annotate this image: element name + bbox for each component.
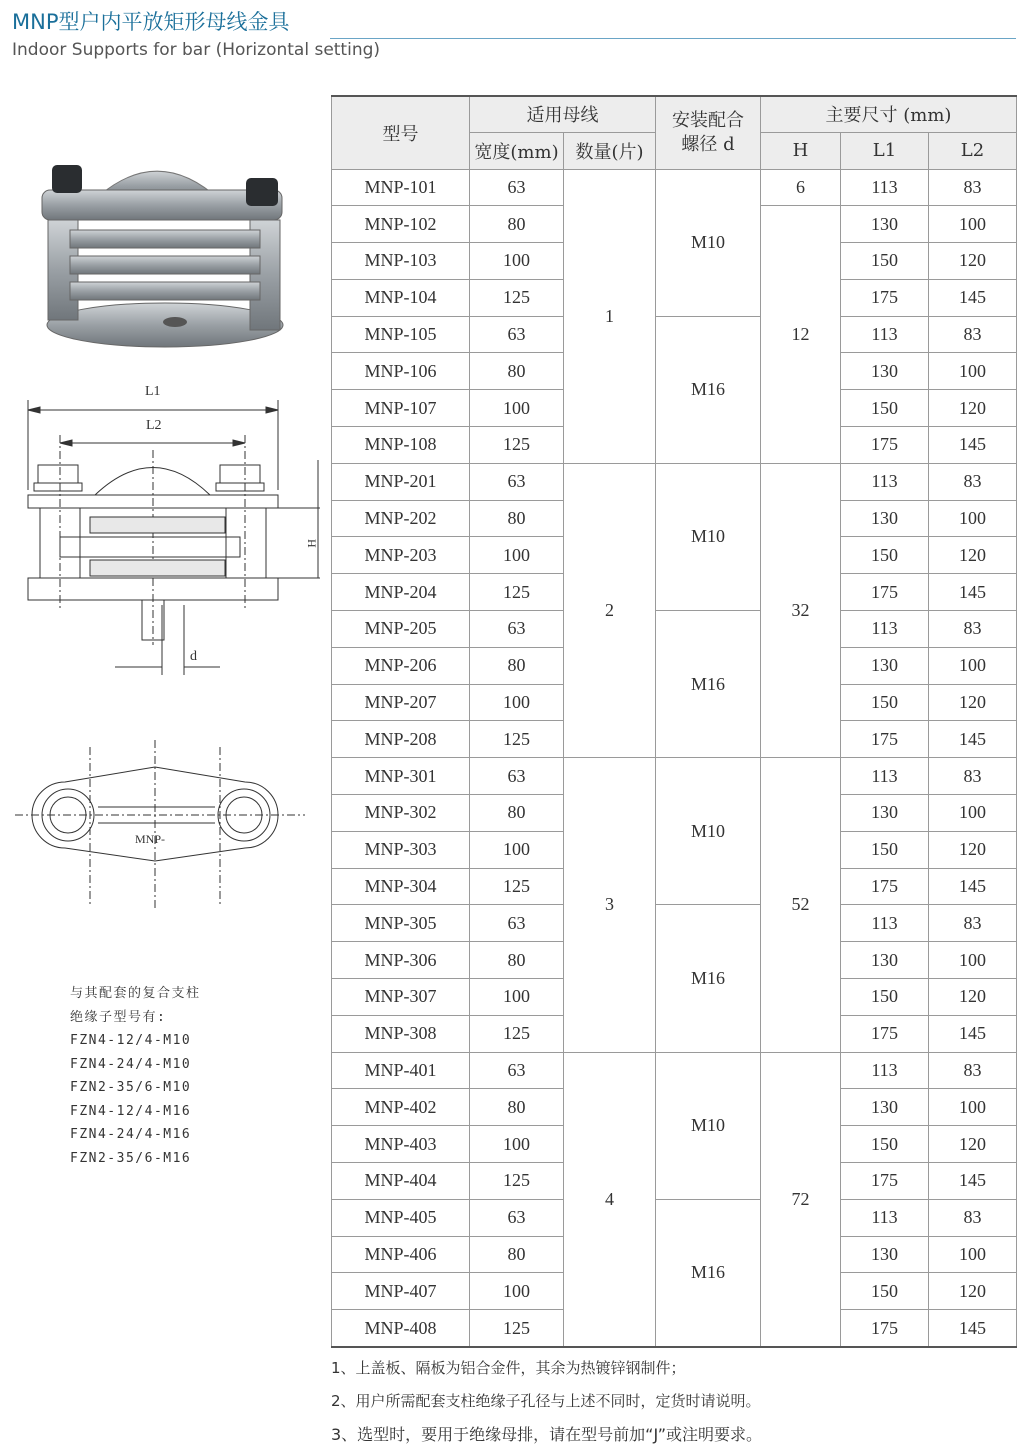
cell-width: 125 xyxy=(470,279,564,316)
cell-model: MNP-307 xyxy=(332,979,470,1016)
header-count: 数量(片) xyxy=(564,132,656,169)
table-row xyxy=(332,316,1017,353)
cell-model: MNP-205 xyxy=(332,611,470,648)
cell-L2: 83 xyxy=(929,1052,1017,1089)
cell-width: 100 xyxy=(470,243,564,280)
cell-model: MNP-202 xyxy=(332,500,470,537)
cell-L1: 150 xyxy=(841,1126,929,1163)
cell-L1: 150 xyxy=(841,243,929,280)
compatible-insulators xyxy=(70,982,201,1170)
cell-L1: 150 xyxy=(841,1273,929,1310)
cell-model: MNP-405 xyxy=(332,1199,470,1236)
cell-L2: 120 xyxy=(929,243,1017,280)
cell-bolt: M10 xyxy=(656,758,761,905)
cell-L1: 175 xyxy=(841,1163,929,1200)
cell-width: 125 xyxy=(470,427,564,464)
cell-width: 100 xyxy=(470,390,564,427)
label-H: H xyxy=(305,539,319,548)
cell-L1: 130 xyxy=(841,206,929,243)
cell-model: MNP-402 xyxy=(332,1089,470,1126)
cell-L2: 83 xyxy=(929,1199,1017,1236)
table-row xyxy=(332,169,1017,206)
table-row xyxy=(332,463,1017,500)
cell-bolt: M10 xyxy=(656,463,761,610)
cell-width: 100 xyxy=(470,537,564,574)
compat-heading-2: 绝缘子型号有: xyxy=(70,1009,167,1025)
cell-width: 63 xyxy=(470,1199,564,1236)
cell-width: 80 xyxy=(470,353,564,390)
note-1: 1、上盖板、隔板为铝合金件，其余为热镀锌钢制件； xyxy=(331,1359,686,1377)
cell-model: MNP-203 xyxy=(332,537,470,574)
cell-L1: 130 xyxy=(841,500,929,537)
cell-L1: 130 xyxy=(841,353,929,390)
header-model: 型号 xyxy=(332,96,470,169)
cell-L2: 145 xyxy=(929,721,1017,758)
cell-count: 3 xyxy=(564,758,656,1052)
cell-L2: 100 xyxy=(929,353,1017,390)
cell-L1: 113 xyxy=(841,611,929,648)
cell-model: MNP-107 xyxy=(332,390,470,427)
cell-bolt: M16 xyxy=(656,905,761,1052)
cell-model: MNP-101 xyxy=(332,169,470,206)
compat-model: FZN4-24/4-M16 xyxy=(70,1127,192,1142)
cell-L1: 113 xyxy=(841,316,929,353)
cell-L1: 113 xyxy=(841,1199,929,1236)
cell-width: 125 xyxy=(470,721,564,758)
cell-model: MNP-401 xyxy=(332,1052,470,1089)
cell-H: 52 xyxy=(761,758,841,1052)
cell-L2: 145 xyxy=(929,1310,1017,1347)
label-mnp: MNP- xyxy=(135,832,166,846)
cell-bolt: M16 xyxy=(656,611,761,758)
page-subtitle: Indoor Supports for bar (Horizontal setting) xyxy=(12,40,381,60)
cell-L2: 145 xyxy=(929,868,1017,905)
cell-model: MNP-306 xyxy=(332,942,470,979)
cell-count: 2 xyxy=(564,463,656,757)
cell-L2: 145 xyxy=(929,574,1017,611)
compat-heading-1: 与其配套的复合支柱 xyxy=(70,986,201,1001)
cell-L2: 145 xyxy=(929,1163,1017,1200)
title-divider xyxy=(330,38,1016,39)
cell-bolt: M10 xyxy=(656,1052,761,1199)
cell-H: 72 xyxy=(761,1052,841,1347)
cell-L1: 175 xyxy=(841,1310,929,1347)
label-L1: L1 xyxy=(145,384,161,399)
cell-model: MNP-308 xyxy=(332,1015,470,1052)
cell-model: MNP-206 xyxy=(332,647,470,684)
cell-model: MNP-207 xyxy=(332,684,470,721)
note-3: 3、选型时，要用于绝缘母排，请在型号前加“J”或注明要求。 xyxy=(331,1425,762,1444)
cell-width: 80 xyxy=(470,795,564,832)
cell-width: 80 xyxy=(470,1236,564,1273)
cell-model: MNP-301 xyxy=(332,758,470,795)
cell-model: MNP-403 xyxy=(332,1126,470,1163)
cell-width: 100 xyxy=(470,1126,564,1163)
header-L1: L1 xyxy=(841,132,929,169)
cell-width: 80 xyxy=(470,206,564,243)
table-row xyxy=(332,611,1017,648)
cell-L1: 113 xyxy=(841,463,929,500)
header-L2: L2 xyxy=(929,132,1017,169)
cell-width: 63 xyxy=(470,316,564,353)
cell-width: 80 xyxy=(470,942,564,979)
cell-L1: 150 xyxy=(841,537,929,574)
elevation-drawing xyxy=(20,375,330,675)
cell-model: MNP-408 xyxy=(332,1310,470,1347)
cell-L2: 100 xyxy=(929,942,1017,979)
cell-count: 1 xyxy=(564,169,656,463)
compat-model: FZN4-12/4-M10 xyxy=(70,1033,192,1048)
cell-L1: 175 xyxy=(841,721,929,758)
cell-L1: 150 xyxy=(841,390,929,427)
cell-L1: 130 xyxy=(841,795,929,832)
cell-width: 80 xyxy=(470,500,564,537)
cell-model: MNP-108 xyxy=(332,427,470,464)
cell-L2: 83 xyxy=(929,905,1017,942)
compat-model: FZN4-24/4-M10 xyxy=(70,1056,192,1072)
cell-L1: 175 xyxy=(841,279,929,316)
cell-L2: 120 xyxy=(929,684,1017,721)
cell-L1: 175 xyxy=(841,427,929,464)
cell-L2: 83 xyxy=(929,169,1017,206)
cell-bolt: M16 xyxy=(656,1199,761,1347)
cell-bolt: M16 xyxy=(656,316,761,463)
cell-H: 6 xyxy=(761,169,841,206)
cell-L2: 145 xyxy=(929,279,1017,316)
cell-model: MNP-105 xyxy=(332,316,470,353)
cell-model: MNP-103 xyxy=(332,243,470,280)
cell-L1: 130 xyxy=(841,1236,929,1273)
note-2: 2、用户所需配套支柱绝缘子孔径与上述不同时，定货时请说明。 xyxy=(331,1392,761,1410)
cell-width: 63 xyxy=(470,463,564,500)
spec-table xyxy=(331,95,1017,1348)
cell-model: MNP-302 xyxy=(332,795,470,832)
page-title: MNP型户内平放矩形母线金具 xyxy=(12,10,290,34)
header-busbar: 适用母线 xyxy=(470,96,656,132)
cell-L1: 130 xyxy=(841,647,929,684)
cell-L1: 113 xyxy=(841,169,929,206)
cell-bolt: M10 xyxy=(656,169,761,316)
cell-L2: 120 xyxy=(929,537,1017,574)
cell-model: MNP-104 xyxy=(332,279,470,316)
cell-width: 125 xyxy=(470,1015,564,1052)
cell-L2: 100 xyxy=(929,1089,1017,1126)
header-bolt: 安装配合螺径 d xyxy=(656,96,761,169)
header-dims: 主要尺寸 (mm) xyxy=(761,96,1017,132)
cell-L1: 150 xyxy=(841,979,929,1016)
cell-L2: 120 xyxy=(929,1126,1017,1163)
cell-L1: 175 xyxy=(841,868,929,905)
cell-width: 100 xyxy=(470,1273,564,1310)
cell-L2: 100 xyxy=(929,1236,1017,1273)
cell-L2: 83 xyxy=(929,316,1017,353)
table-row xyxy=(332,758,1017,795)
cell-L1: 130 xyxy=(841,1089,929,1126)
label-L2: L2 xyxy=(146,418,162,433)
cell-L2: 120 xyxy=(929,979,1017,1016)
cell-model: MNP-102 xyxy=(332,206,470,243)
table-row xyxy=(332,905,1017,942)
header-H: H xyxy=(761,132,841,169)
cell-H: 32 xyxy=(761,463,841,757)
cell-width: 80 xyxy=(470,647,564,684)
cell-width: 63 xyxy=(470,905,564,942)
cell-width: 63 xyxy=(470,1052,564,1089)
cell-L1: 150 xyxy=(841,831,929,868)
cell-L2: 120 xyxy=(929,831,1017,868)
cell-width: 100 xyxy=(470,979,564,1016)
cell-L2: 83 xyxy=(929,758,1017,795)
cell-L2: 145 xyxy=(929,427,1017,464)
compat-model: FZN2-35/6-M10 xyxy=(70,1080,192,1095)
cell-L2: 145 xyxy=(929,1015,1017,1052)
cell-width: 63 xyxy=(470,611,564,648)
cell-L1: 130 xyxy=(841,942,929,979)
cell-width: 63 xyxy=(470,169,564,206)
cell-width: 63 xyxy=(470,758,564,795)
cell-width: 80 xyxy=(470,1089,564,1126)
cell-L1: 113 xyxy=(841,1052,929,1089)
label-d: d xyxy=(190,649,197,664)
cell-L1: 175 xyxy=(841,1015,929,1052)
cell-L1: 113 xyxy=(841,758,929,795)
cell-L2: 120 xyxy=(929,1273,1017,1310)
cell-model: MNP-407 xyxy=(332,1273,470,1310)
cell-width: 125 xyxy=(470,868,564,905)
cell-model: MNP-201 xyxy=(332,463,470,500)
table-row xyxy=(332,1052,1017,1089)
cell-model: MNP-106 xyxy=(332,353,470,390)
cell-L1: 113 xyxy=(841,905,929,942)
header-width: 宽度(mm) xyxy=(470,132,564,169)
cell-model: MNP-208 xyxy=(332,721,470,758)
cell-L2: 83 xyxy=(929,463,1017,500)
cell-L2: 120 xyxy=(929,390,1017,427)
cell-L1: 175 xyxy=(841,574,929,611)
cell-count: 4 xyxy=(564,1052,656,1347)
cell-width: 125 xyxy=(470,574,564,611)
table-row xyxy=(332,1199,1017,1236)
cell-model: MNP-303 xyxy=(332,831,470,868)
cell-width: 125 xyxy=(470,1310,564,1347)
compat-model: FZN2-35/6-M16 xyxy=(70,1150,192,1166)
cell-model: MNP-204 xyxy=(332,574,470,611)
compat-model: FZN4-12/4-M16 xyxy=(70,1103,192,1119)
cell-L2: 83 xyxy=(929,611,1017,648)
cell-L2: 100 xyxy=(929,206,1017,243)
product-photo xyxy=(30,150,290,350)
cell-L2: 100 xyxy=(929,795,1017,832)
cell-H: 12 xyxy=(761,206,841,464)
cell-model: MNP-304 xyxy=(332,868,470,905)
cell-model: MNP-404 xyxy=(332,1163,470,1200)
cell-width: 125 xyxy=(470,1163,564,1200)
cell-model: MNP-406 xyxy=(332,1236,470,1273)
notes xyxy=(331,1352,762,1451)
plan-drawing xyxy=(10,735,310,910)
cell-width: 100 xyxy=(470,684,564,721)
cell-L2: 100 xyxy=(929,500,1017,537)
cell-width: 100 xyxy=(470,831,564,868)
cell-L1: 150 xyxy=(841,684,929,721)
cell-model: MNP-305 xyxy=(332,905,470,942)
cell-L2: 100 xyxy=(929,647,1017,684)
